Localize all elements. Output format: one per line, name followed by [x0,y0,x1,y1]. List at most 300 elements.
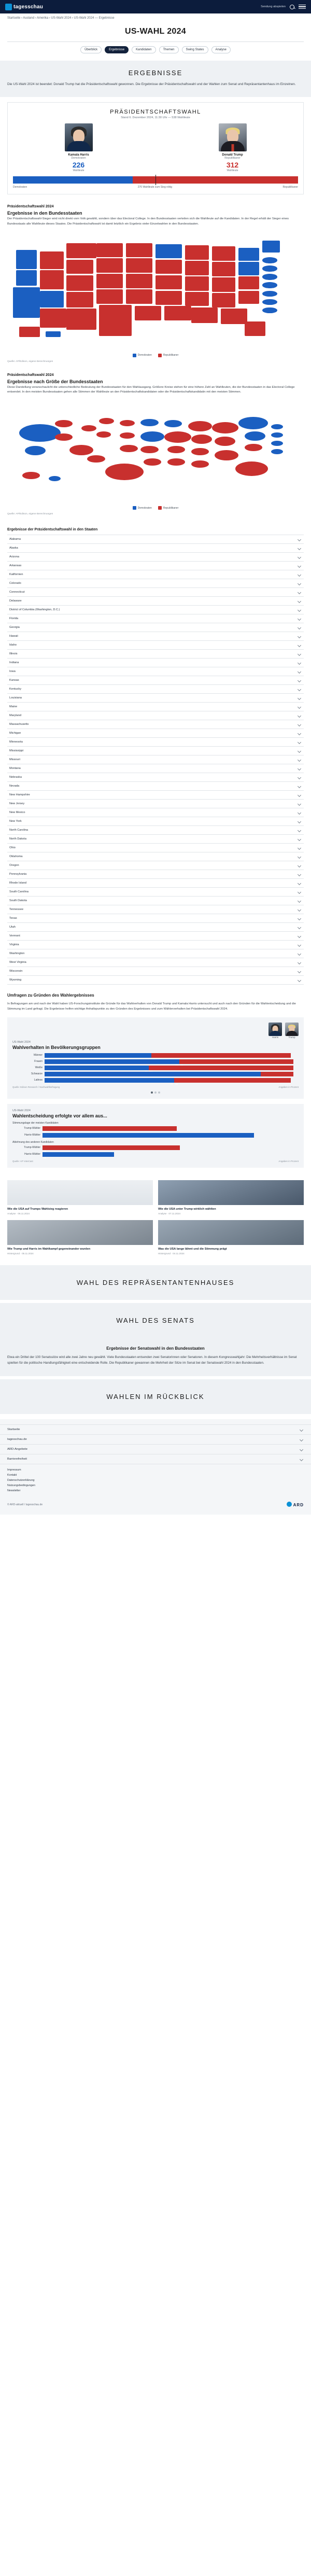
state-accordion-item[interactable] [7,773,304,782]
state-name: New York [9,820,22,823]
poll-topic-bar [43,1145,180,1150]
candidate-votes-label: Wahlleute [73,169,84,172]
tab-analyse[interactable]: Analyse [211,46,231,53]
brand-logo[interactable] [5,4,43,10]
candidate-party: Republikaner [224,156,241,160]
avatar-harris-small [268,1023,282,1036]
state-name: Montana [9,767,21,771]
electoral-bar-legend [8,186,303,194]
electoral-bar [13,176,298,184]
chevron-down-icon [298,688,301,691]
search-icon[interactable] [290,5,294,9]
house-banner: WAHL DES REPRÄSENTANTENHAUSES [0,1265,311,1300]
breadcrumb[interactable]: Startseite › Ausland › Amerika › US-Wahl 2024 › US-Wahl 2024 — Ergebnisse [0,13,311,22]
legend-dem: Demokraten [133,354,152,357]
map1-description: Der Präsidentschaftswahl-Sieger wird nicht direkt vom Volk gewählt, sondern über das Electoral College. In den Bundesstaaten verteilen sich die Wahlleute auf die Kandidaten. In der Regel erhält der Sieger eines Bundesstaats alle Wahlleute dieses Staates. Die Präsidentschaftswahl ist damit letztlich ein Ergebnis vieler Einzelwahlen in den Bundesstaaten. [7,217,289,226]
chevron-down-icon [298,829,301,832]
state-accordion-item[interactable] [7,782,304,791]
poll-topic-label: Harris-Wähler [24,1153,40,1156]
footer [0,1419,311,1515]
state-name: Alabama [9,538,21,541]
state-name: Virginia [9,943,19,947]
poll-group-row [12,1072,299,1076]
state-name: South Dakota [9,899,27,903]
chevron-down-icon [300,1438,303,1441]
teaser-card[interactable] [158,1220,304,1255]
chevron-down-icon [298,802,301,806]
chevron-down-icon [298,599,301,603]
state-accordion-item[interactable] [7,976,304,985]
chevron-down-icon [298,582,301,585]
state-accordion-item[interactable] [7,694,304,703]
chevron-down-icon [298,837,301,841]
state-name: Illinois [9,652,18,656]
senate-results-heading: Ergebnisse der Senatswahl in den Bundesstaaten [106,1346,205,1351]
poll-group-bars [45,1059,299,1064]
state-name: Arkansas [9,564,22,568]
state-accordion-item[interactable] [7,703,304,711]
bar-trump [261,1072,294,1076]
dot-3[interactable] [158,1091,160,1094]
state-accordion-item[interactable] [7,808,304,817]
state-accordion-item[interactable] [7,755,304,764]
bar-harris [45,1072,261,1076]
poll2-note: Angaben in Prozent [278,1159,299,1163]
bar-trump [151,1053,291,1058]
teaser-meta: Hintergrund · 04.11.2024 [158,1252,185,1255]
map1-note: Quelle: AP/Edison, eigene Berechnungen [7,360,53,363]
poll-group-label: Männer [34,1054,43,1057]
state-name: Massachusetts [9,723,29,726]
state-name: North Carolina [9,829,29,832]
tab-swing-states[interactable]: Swing States [182,46,208,53]
bar-value-trump: 46 [175,1083,178,1086]
legend-center: 270 Wahlleute zum Sieg nötig [137,185,172,189]
candidate-name: Kamala Harris [68,153,89,157]
chevron-down-icon [298,696,301,700]
bar-harris [45,1066,149,1070]
poll1-bars [12,1053,299,1086]
state-name: Wisconsin [9,970,23,973]
senate-results-card [0,1338,311,1376]
footer-section-label: Barrierefreiheit [7,1458,27,1461]
chevron-down-icon [298,899,301,903]
state-name: Delaware [9,599,22,603]
chevron-down-icon [298,811,301,815]
candidate-party: Demokraten [71,156,86,160]
state-accordion-item[interactable] [7,676,304,685]
teaser-title: Was die USA lange lähmt und die Stimmung prägt [158,1248,227,1251]
state-accordion-item[interactable] [7,747,304,755]
state-accordion-item[interactable] [7,632,304,641]
us-map-states[interactable] [7,231,304,359]
us-bubble-canvas[interactable] [7,399,304,503]
footer-accordion [0,1424,311,1464]
state-name: South Carolina [9,890,29,894]
chevron-down-icon [298,714,301,718]
state-name: Missouri [9,758,20,762]
chevron-down-icon [298,961,301,964]
state-accordion-item[interactable] [7,597,304,606]
tab-ergebnisse[interactable]: Ergebnisse [105,46,129,53]
top-bar [0,0,311,13]
footer-link[interactable]: Newsletter [7,1489,21,1493]
chevron-down-icon [298,564,301,568]
bar-value-harris: 51 [170,1083,173,1086]
dot-1[interactable] [151,1091,153,1094]
bar-trump [149,1066,293,1070]
ard-logo[interactable] [287,1502,304,1507]
chevron-down-icon [298,978,301,982]
footer-link[interactable]: Kontakt [7,1474,17,1477]
polls-title: Umfragen zu Gründen des Wahlergebnisses [7,993,94,998]
state-name: Mississippi [9,749,24,753]
polls-intro: In Befragungen am und nach der Wahl haben US-Forschungsinstitute die Gründe für das Wahlverhalten von Donald Trump und Kamala Harris untersucht und auch nach den Gründen für die Wahlentscheidung und die Stimmung im Land gefragt. Die Ergebnisse helfen wichtige Anhaltspunkte zu den Gründen des Ergebnisses und zum Wählerverhalten bei Präsidentschaftswahl 2024. [7,1002,296,1011]
state-name: Pennsylvania [9,873,27,876]
legend-dem: Demokraten [133,506,152,510]
state-accordion-item[interactable] [7,614,304,623]
bar-harris [45,1078,174,1086]
state-name: New Hampshire [9,793,30,797]
chevron-down-icon [298,635,301,638]
poll-group-row [12,1059,299,1064]
footer-section-label: Startseite [7,1428,20,1432]
chevron-down-icon [298,820,301,823]
chevron-down-icon [298,767,301,771]
footer-section-item[interactable] [0,1454,311,1464]
poll-group-label: Weiße [35,1066,43,1070]
map2-legend [7,503,304,512]
senate-results-text: Etwa ein Drittel der 100 Senatssitze wird alle zwei Jahre neu gewählt. Viele Bundesstaaten entsenden zwei Senatorinnen oder Senatoren. In diesem Kongresswahljahr: Die Mehrheitsverhältnisse im Senat spielten für die politische Handlungsfähigkeit eine entscheidende Rolle. Die Republikaner gewannen die Mehrheit der Sitze im Senat bei der Senatswahl 2024 in den Bundesstaaten. [7,1355,297,1365]
poll-group-label: Frauen [34,1060,43,1063]
poll2-bars-b [12,1145,299,1160]
state-name: North Dakota [9,837,26,841]
state-name: Ohio [9,846,16,850]
state-accordion-item[interactable] [7,553,304,562]
footer-link[interactable]: Nutzungsbedingungen [7,1484,35,1488]
chevron-down-icon [298,890,301,894]
state-accordion-item[interactable] [7,764,304,773]
state-accordion-item[interactable] [7,570,304,579]
avatar-trump [219,123,247,151]
candidate-votes-label: Wahlleute [227,169,238,172]
state-name: Tennessee [9,908,24,912]
intro-band [0,61,311,97]
teaser-meta: Analyse · 06.11.2024 [7,1212,30,1215]
tab-themen[interactable]: Themen [159,46,179,53]
avatar-harris [65,123,93,151]
legend-rep: Republikaner [158,354,178,357]
state-name: New Mexico [9,811,25,815]
teaser-card[interactable] [7,1180,153,1215]
chevron-down-icon [298,555,301,559]
state-name: Oregon [9,864,19,867]
state-name: Alaska [9,547,18,550]
poll-topic-bar [43,1126,177,1131]
state-name: Iowa [9,670,16,674]
us-map-canvas[interactable] [7,231,304,351]
footer-link[interactable]: Impressum [7,1468,21,1472]
chevron-down-icon [298,934,301,938]
footer-links [0,1464,311,1496]
state-accordion-item[interactable] [7,800,304,808]
chevron-down-icon [298,670,301,674]
teaser-title: Wie die USA unter Trump wirklich wählten [158,1207,216,1211]
state-name: Nevada [9,785,20,788]
poll2-bars-a [12,1126,299,1141]
chevron-down-icon [298,608,301,612]
poll1-source: Quelle: Edison Research / Nachwahlbefragung [12,1085,60,1088]
footer-bottom [0,1496,311,1515]
poll-topic-label: Trump-Wähler [24,1146,40,1150]
state-name: New Jersey [9,802,25,806]
teaser-card[interactable] [7,1220,153,1255]
chevron-down-icon [298,661,301,665]
hamburger-icon[interactable] [299,5,306,9]
state-accordion-item[interactable] [7,888,304,897]
poll-group-label: Schwarze [31,1072,43,1076]
poll-candidate-faces [12,1023,299,1039]
poll1-note: Angaben in Prozent [278,1085,299,1088]
chevron-down-icon [300,1458,303,1461]
candidate-votes: 226 [72,160,85,169]
chevron-down-icon [298,705,301,709]
poll-topic-row [12,1152,299,1160]
chevron-down-icon [298,547,301,550]
chevron-down-icon [298,617,301,621]
teaser-image [7,1180,153,1205]
poll1-heading: Wahlverhalten in Bevölkerungsgruppen [12,1044,101,1050]
state-accordion-item[interactable] [7,870,304,879]
chevron-down-icon [298,793,301,797]
candidate-harris [13,123,144,172]
poll-topic-row [12,1133,299,1141]
state-name: Nebraska [9,776,22,779]
state-accordion-item[interactable] [7,958,304,967]
poll-card-groups [7,1017,304,1099]
poll2-sub1: Stimmungslage der meisten Kandidaten [12,1121,59,1125]
state-accordion-item[interactable] [7,623,304,632]
footer-section-item[interactable] [0,1445,311,1454]
ard-label: ARD [293,1503,304,1508]
dot-2[interactable] [154,1091,157,1094]
teaser-image [158,1220,304,1245]
teaser-card[interactable] [158,1180,304,1215]
state-accordion-item[interactable] [7,606,304,614]
presidential-subtitle: Stand 6. Dezember 2024, 11:30 Uhr — 538 Wahlleute [121,116,190,119]
candidate-name: Donald Trump [222,153,243,157]
state-accordion-item[interactable] [7,544,304,553]
poll-group-bars [45,1078,299,1086]
state-name: Georgia [9,626,20,629]
poll2-sub2: Ablehnung des anderen Kandidaten [12,1140,54,1144]
state-accordion-item[interactable] [7,720,304,729]
state-accordion-item[interactable] [7,659,304,667]
state-accordion-item[interactable] [7,923,304,932]
us-map-bubbles[interactable] [7,399,304,512]
legend-right: Republikaner [282,185,298,189]
tab-kandidaten[interactable]: Kandidaten [132,46,156,53]
state-accordion-item[interactable] [7,650,304,659]
poll-topic-value: 25 [44,1157,47,1160]
state-accordion-item[interactable] [7,562,304,570]
state-name: Michigan [9,732,21,735]
state-name: Arizona [9,555,19,559]
intro-heading: ERGEBNISSE [128,69,183,77]
map2-description: Diese Darstellung veranschaulicht die unterschiedliche Bedeutung der Bundesstaaten für den Wahlausgang. Größere Kreise stehen für eine höhere Zahl an Wahlleuten, die der Bundesstaaten in das Electoral College entsendet. In den meisten Bundesstaaten gehen alle Stimmen der Wahlleute an den Präsidentschaftskandidaten oder die Präsidentschaftskandidatin mit den meisten Stimmen. [7,385,295,394]
states-accordion-title: Ergebnisse der Präsidentschaftswahl in den Staaten [7,528,98,532]
state-accordion-item[interactable] [7,897,304,905]
poll-topic-label: Harris-Wähler [24,1133,40,1137]
map1-section-label: Präsidentschaftswahl 2024 [7,204,54,208]
senate-banner: WAHL DES SENATS [0,1303,311,1338]
chevron-down-icon [298,970,301,973]
poll-topic-row [12,1145,299,1150]
state-accordion-item[interactable] [7,588,304,597]
footer-section-item[interactable] [0,1425,311,1435]
chevron-down-icon [298,538,301,541]
legend-rep: Republikaner [158,506,178,510]
state-name: Idaho [9,643,17,647]
poll2-heading: Wahlentscheidung erfolgte vor allem aus... [12,1113,107,1118]
teaser-image [7,1220,153,1245]
legend-left: Demokraten [13,185,27,189]
state-accordion-item[interactable] [7,879,304,888]
state-accordion-item[interactable] [7,667,304,676]
chevron-down-icon [298,591,301,594]
bar-harris [45,1053,151,1058]
state-name: Colorado [9,582,21,585]
state-name: Rhode Island [9,881,26,885]
state-accordion-item[interactable] [7,844,304,852]
footer-link[interactable]: Datenschutzerklärung [7,1479,35,1482]
poll2-source: Quelle: AP VoteCast [12,1159,33,1163]
state-name: Wyoming [9,978,22,982]
play-label[interactable]: Sendung abspielen [261,5,286,8]
footer-section-label: ARD-Angebote [7,1448,27,1451]
state-name: Indiana [9,661,19,665]
tagesschau-mark-icon [5,4,12,10]
bar-trump [174,1078,291,1086]
poll-topic-label: Trump-Wähler [24,1127,40,1130]
poll-face-label-trump: Trump [288,1035,295,1039]
state-accordion-item[interactable] [7,835,304,844]
map2-section-label: Präsidentschaftswahl 2024 [7,373,54,377]
state-name: Utah [9,926,16,929]
state-accordion-item[interactable] [7,861,304,870]
state-accordion-item[interactable] [7,641,304,650]
state-name: Oklahoma [9,855,23,859]
chevron-down-icon [298,723,301,726]
state-name: Maine [9,705,18,709]
state-name: Florida [9,617,19,621]
poll-topic-row [12,1126,299,1131]
state-accordion-item[interactable] [7,535,304,544]
state-accordion-item[interactable] [7,826,304,835]
state-name: Kentucky [9,688,22,691]
chevron-down-icon [298,926,301,929]
state-accordion-item[interactable] [7,967,304,976]
state-accordion-item[interactable] [7,949,304,958]
poll-group-row [12,1066,299,1070]
chevron-down-icon [298,785,301,788]
poll-group-label: Latinos [34,1079,43,1082]
state-accordion-item[interactable] [7,791,304,800]
state-accordion-item[interactable] [7,729,304,738]
poll-topic-value: 74 [44,1138,47,1141]
chevron-down-icon [298,917,301,920]
state-name: Texas [9,917,17,920]
teaser-title: Wie die USA auf Trumps Wahlsieg reagieren [7,1207,68,1211]
teaser-image [158,1180,304,1205]
state-name: Louisiana [9,696,22,700]
chevron-down-icon [300,1428,303,1432]
state-name: District of Columbia (Washington, D.C.) [9,608,60,612]
state-accordion-item[interactable] [7,711,304,720]
state-accordion-item[interactable] [7,738,304,747]
footer-copyright: © ARD-aktuell / tagesschau.de [7,1503,43,1506]
map1-heading: Ergebnisse in den Bundesstaaten [7,210,82,216]
state-accordion-item[interactable] [7,579,304,588]
brand-label: tagesschau [13,4,44,10]
poll-face-label-harris: Harris [272,1035,279,1039]
poll-group-row [12,1053,299,1058]
state-accordion-item[interactable] [7,932,304,941]
poll-topic-bar [43,1152,114,1160]
candidate-row [8,123,303,172]
state-name: Kansas [9,679,19,682]
chevron-down-icon [298,881,301,885]
state-name: Vermont [9,934,20,938]
state-accordion-item[interactable] [7,817,304,826]
chevron-down-icon [298,952,301,956]
state-accordion-item[interactable] [7,685,304,694]
intro-text: Die US-Wahl 2024 ist beendet: Donald Trump hat die Präsidentschaftswahl gewonnen. Die Ergebnisse der Präsidentschaftswahl und der Wahlen zum Senat und Repräsentantenhaus im Einzelnen. [7,82,296,86]
poll-group-bars [45,1053,299,1058]
bar-trump [179,1059,294,1064]
ard-dot-icon [287,1502,292,1507]
chevron-down-icon [298,864,301,867]
teaser-grid [0,1173,311,1262]
chevron-down-icon [298,740,301,744]
chevron-down-icon [298,732,301,735]
chevron-down-icon [300,1448,303,1451]
state-accordion-item[interactable] [7,941,304,949]
state-name: Hawaii [9,635,18,638]
state-accordion-item[interactable] [7,905,304,914]
poll2-footer [12,1160,299,1163]
candidate-votes: 312 [226,160,239,169]
chevron-down-icon [298,679,301,682]
tab-ueberblick[interactable]: Überblick [80,46,102,53]
poll-topic-bar [43,1133,254,1141]
teaser-meta: Hintergrund · 05.11.2024 [7,1252,34,1255]
retrospect-banner: WAHLEN IM RÜCKBLICK [0,1379,311,1414]
chevron-down-icon [298,855,301,859]
poll-group-row [12,1078,299,1086]
chevron-down-icon [298,943,301,947]
presidential-title: PRÄSIDENTSCHAFTSWAHL [110,108,201,115]
poll-group-bars [45,1066,299,1070]
state-accordion-item[interactable] [7,852,304,861]
state-accordion-item[interactable] [7,914,304,923]
poll2-kicker: US-Wahl 2024 [12,1109,31,1112]
chevron-down-icon [298,908,301,912]
chevron-down-icon [298,776,301,779]
footer-section-item[interactable] [0,1435,311,1445]
state-name: West Virginia [9,961,26,964]
chevron-down-icon [298,749,301,753]
